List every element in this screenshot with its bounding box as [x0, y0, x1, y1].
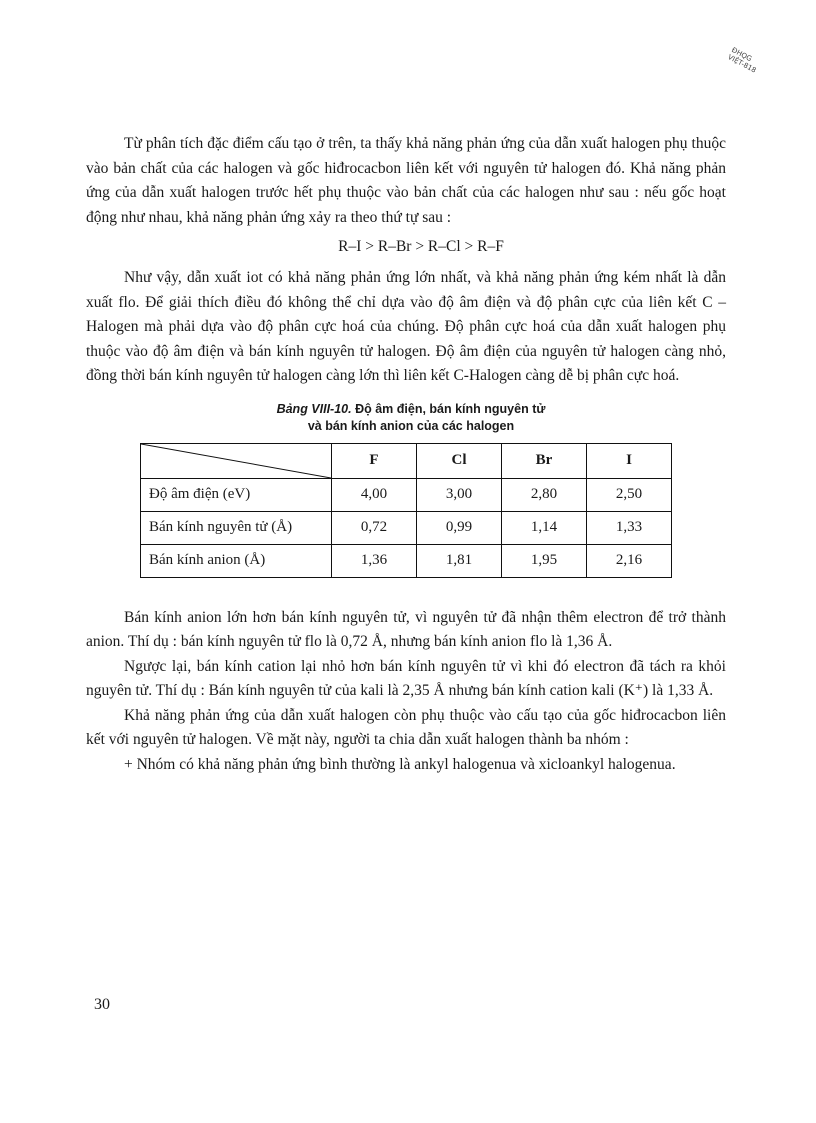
paragraph-2: Như vậy, dẫn xuất iot có khả năng phản ứng lớn nhất, và khả năng phản ứng kém nhất là dẫn xuất flo. Để giải thích điều đó không thể chỉ dựa vào độ âm điện và độ phân cực của liên kết C – Halogen mà phải dựa vào độ phân cực hoá của chúng. Độ phân cực hoá của dẫn xuất halogen phụ thuộc vào độ âm điện và bán kính nguyên tử halogen. Độ âm điện của nguyên tử halogen càng nhỏ, đồng thời bán kính nguyên tử halogen càng lớn thì liên kết C-Halogen càng dễ bị phân cực hoá. [86, 269, 726, 384]
page-content [86, 132, 726, 777]
table-cell: 2,50 [587, 478, 672, 511]
library-stamp: ĐHQG VIỆT-818 [726, 46, 758, 75]
table-caption-line-1: Độ âm điện, bán kính nguyên tử [355, 401, 546, 416]
table-cell: 4,00 [332, 478, 417, 511]
table-caption-line-2: và bán kính anion của các halogen [307, 418, 515, 433]
page-number: 30 [94, 996, 110, 1013]
table-cell: 1,33 [587, 511, 672, 544]
table-cell: 0,72 [332, 511, 417, 544]
table-header-row [141, 443, 672, 478]
header-br: Br [502, 443, 587, 478]
table-row-atomic-radius [141, 511, 672, 544]
table-row-electronegativity [141, 478, 672, 511]
halogen-properties-table [140, 443, 672, 578]
table-cell: 2,16 [587, 544, 672, 577]
table-caption-label: Bảng VIII-10. [276, 401, 352, 416]
table-cell: 1,36 [332, 544, 417, 577]
table-row-anion-radius [141, 544, 672, 577]
row-label: Độ âm điện (eV) [141, 478, 332, 511]
header-i: I [587, 443, 672, 478]
table-cell: 0,99 [417, 511, 502, 544]
paragraph-5: Khả năng phản ứng của dẫn xuất halogen còn phụ thuộc vào cấu tạo của gốc hiđrocacbon liên kết với nguyên tử halogen. Về mặt này, người ta chia dẫn xuất halogen thành ba nhóm : [86, 706, 726, 748]
table-cell: 2,80 [502, 478, 587, 511]
reactivity-order-formula: R–I > R–Br > R–Cl > R–F [338, 238, 504, 255]
table-cell: 1,95 [502, 544, 587, 577]
paragraph-3: Bán kính anion lớn hơn bán kính nguyên tử, vì nguyên tử đã nhận thêm electron để trở thành anion. Thí dụ : bán kính nguyên tử flo là 0,72 Å, nhưng bán kính anion flo là 1,36 Å. [86, 608, 726, 650]
header-cl: Cl [417, 443, 502, 478]
row-label: Bán kính anion (Å) [141, 544, 332, 577]
table-cell: 1,14 [502, 511, 587, 544]
table-cell: 3,00 [417, 478, 502, 511]
table-caption [86, 401, 726, 435]
row-label: Bán kính nguyên tử (Å) [141, 511, 332, 544]
paragraph-1: Từ phân tích đặc điểm cấu tạo ở trên, ta thấy khả năng phản ứng của dẫn xuất halogen phụ thuộc vào bản chất của các halogen và gốc hiđrocacbon liên kết với nguyên tử halogen đó. Khả năng phản ứng của dẫn xuất halogen trước hết phụ thuộc vào bản chất của các halogen như sau : nếu gốc hoạt động như nhau, khả năng phản ứng xảy ra theo thứ tự sau : [86, 135, 726, 226]
paragraph-4: Ngược lại, bán kính cation lại nhỏ hơn bán kính nguyên tử vì khi đó electron đã tách ra khỏi nguyên tử. Thí dụ : Bán kính nguyên tử của kali là 2,35 Å nhưng bán kính cation kali (K⁺) là 1,33 Å. [86, 657, 726, 699]
paragraph-6: + Nhóm có khả năng phản ứng bình thường là ankyl halogenua và xicloankyl halogenua. [124, 755, 676, 773]
header-f: F [332, 443, 417, 478]
diagonal-header-cell [141, 443, 332, 478]
table-cell: 1,81 [417, 544, 502, 577]
